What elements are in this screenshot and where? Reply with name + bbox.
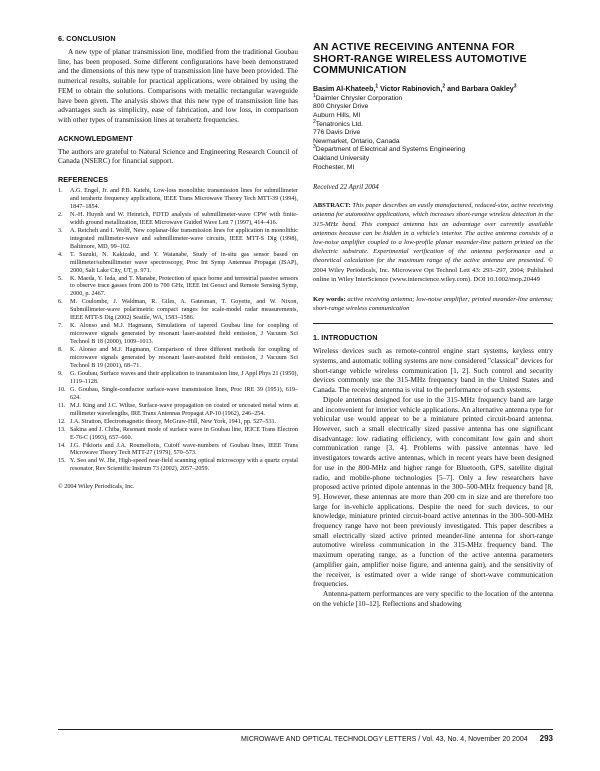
keywords-label: Key words: bbox=[313, 295, 346, 303]
reference-item bbox=[58, 443, 298, 459]
reference-item bbox=[58, 403, 298, 419]
intro-paragraph: Dipole antennas designed for use in the 315-MHz frequency band are large and inconvenient for interior vehicle applications. An alternative antenna type for vehicular use would appear to be a miniature printed circuit-board antenna. However, such a small electrically sized passive antenna has one significant disadvantage: low radiating efficiency, with concomitant low gain and short communication range [3, 4]. Problems with passive antennas have led investigators towards active antennas, which in recent years have been designed for use in the 800-MHz and higher range for Bluetooth, GPS, satellite digital radio, and mobile-phone technologies [5–7]. Only a few researchers have proposed active printed dipole antennas in the 300–500-MHz frequency band [8, 9]. However, these antennas are more than 200 cm in size and are therefore too large for in-vehicle applications. Despite the need for such devices, to our knowledge, miniature printed circuit-board active antennas in the 300–500-MHz frequency range have not been previously investigated. This paper describes a small electrically sized active printed meander-line antenna for short-range automotive wireless communication in the 315-MHz frequency band. The maximum operating range, as a function of the active antenna parameters (amplifier gain, amplifier noise figure, and antenna gain), and the sensitivity of the receiver, is estimated over a wide range of short-wave communication frequencies. bbox=[313, 394, 553, 589]
affiliation-text: 776 Davis Drive bbox=[313, 129, 361, 137]
affiliation-text: Daimler Chrysler Corporation bbox=[315, 94, 403, 102]
reference-number: 12. bbox=[58, 418, 66, 425]
author-sup: 2 bbox=[442, 83, 446, 90]
abstract-citation: © 2004 Wiley Periodicals, Inc. Microwave Opt Technol Lett 43: 293–297, 2004; Published online in Wiley InterScience (www.interscience.wiley.com). DOI 10.1002/mop.20449 bbox=[313, 257, 553, 283]
reference-number: 1. bbox=[58, 188, 63, 195]
reference-text: K. Alonso and M.J. Hagmann, Simulations of tapered Goubau line for coupling of microwave signals generated by resonant laser-assisted field emission, J Vacuum Sci Technol B 18 (2000), 1009–1013. bbox=[70, 323, 298, 346]
reference-text: A. Reichelt and I. Wolff, New coplanar-like transmission lines for application in monolithic integrated millimeter-wave and submillimeter-wave circuits, IEEE MTT-S Dig (1998), Baltimore, MD, 99–102. bbox=[70, 227, 298, 250]
author-line bbox=[313, 85, 553, 93]
affiliation-text: Oakland University bbox=[313, 154, 370, 162]
affiliation-text: Auburn Hills, MI bbox=[313, 111, 361, 119]
reference-item bbox=[58, 212, 298, 228]
affiliation-line bbox=[313, 118, 553, 130]
affiliation-sup: 2 bbox=[313, 118, 316, 125]
affiliation-line bbox=[313, 164, 553, 173]
affiliation-line bbox=[313, 92, 553, 104]
reference-number: 8. bbox=[58, 347, 63, 354]
reference-item bbox=[58, 347, 298, 371]
reference-text: J.A. Stratton, Electromagnetic theory, McGraw-Hill, New York, 1941, pp. 527–531. bbox=[70, 418, 277, 425]
abstract bbox=[313, 201, 553, 284]
affiliation-text: Department of Electrical and Systems Engineering bbox=[315, 146, 466, 154]
references-heading: REFERENCES bbox=[58, 175, 109, 185]
reference-text: K. Maeda, Y. Ieda, and T. Manabe, Protection of space borne and terrestrial passive sensors to observe trace gasses from 200 to 700 GHz, IEEE Int Geosci and Remote Sensing Symp, 2000, p. 2467. bbox=[70, 275, 298, 298]
article-title: AN ACTIVE RECEIVING ANTENNA FOR SHORT-RANGE WIRELESS AUTOMOTIVE COMMUNICATION bbox=[313, 41, 527, 77]
author-sup: 3 bbox=[513, 83, 517, 90]
affiliation-line bbox=[313, 103, 553, 112]
reference-number: 13. bbox=[58, 426, 66, 433]
page-number: 293 bbox=[539, 734, 553, 743]
reference-item bbox=[58, 276, 298, 300]
introduction-body bbox=[313, 346, 553, 608]
page-footer bbox=[58, 729, 553, 743]
reference-number: 10. bbox=[58, 386, 66, 393]
reference-number: 7. bbox=[58, 323, 63, 330]
affiliation-text: Newmarket, Ontario, Canada bbox=[313, 137, 400, 145]
author-name: Basim Al-Khateeb, bbox=[313, 84, 376, 93]
affiliations bbox=[313, 92, 553, 172]
introduction-heading: 1. INTRODUCTION bbox=[313, 333, 378, 343]
reference-number: 11. bbox=[58, 402, 66, 409]
reference-number: 6. bbox=[58, 299, 63, 306]
affiliation-line bbox=[313, 155, 553, 164]
reference-text: G. Goubau, Single-conductor surface-wave transmission lines, Proc IRE 39 (1951), 619–624. bbox=[70, 386, 298, 401]
reference-item bbox=[58, 228, 298, 252]
reference-text: N.-H. Huynh and W. Heinrich, FDTD analysis of submillimeter-wave CPW with finite-width ground metallization, IEEE Microwave Guided Wave Lett 7 (1997), 414–416. bbox=[70, 211, 298, 226]
reference-text: T. Suzuki, N. Kakizaki, and Y. Watanabe, Study of in-situ gas sensor based on millimeter/submillimeter wave spectroscopy, Proc Int Symp Antennas Propagat (ISAP), 2000, Salt Lake City, UT, p. 971. bbox=[70, 251, 298, 274]
reference-number: 4. bbox=[58, 251, 63, 258]
reference-number: 15. bbox=[58, 458, 66, 465]
reference-item bbox=[58, 371, 298, 387]
reference-number: 5. bbox=[58, 275, 63, 282]
reference-text: Y. Seo and W. Jhe, High-speed near-field scanning optical microscopy with a quartz crystal resonator, Rev Scientific Instrum 73 (2002), 2057–2059. bbox=[70, 458, 298, 473]
author-name: Victor Rabinovich, bbox=[378, 84, 443, 93]
intro-paragraph: Wireless devices such as remote-control engine start systems, keyless entry systems, and automatic tolling systems are now considered "classical" devices for short-range vehicle wireless communication [1, 2]. Such control and security devices commonly use the 315-MHz frequency band in the United States and Canada. The receiving antenna is vital to the performance of such systems. bbox=[313, 346, 553, 395]
reference-item bbox=[58, 299, 298, 323]
abstract-label: ABSTRACT: bbox=[313, 202, 351, 210]
reference-text: M.J. King and J.C. Wiltse, Surface-wave propagation on coated or uncoated metal wires at millimeter wavelengths, IRE Trans Antennas Propagat AP-10 (1962), 246–254. bbox=[70, 402, 298, 417]
reference-number: 3. bbox=[58, 227, 63, 234]
acknowledgment-section bbox=[58, 134, 298, 166]
affiliation-text: Rochester, MI bbox=[313, 163, 355, 171]
reference-list bbox=[58, 188, 298, 474]
references-section bbox=[58, 175, 298, 490]
reference-text: J.G. Fikioris and J.A. Roumeliotis, Cutoff wave-numbers of Goubau lines, IEEE Trans Microwave Theory Tech MTT-27 (1979), 570–573. bbox=[70, 442, 298, 457]
reference-text: M. Coulombe, J. Waldman, R. Giles, A. Gatesman, T. Goyette, and W. Nixon, Submillimeter-wave polarimetric compact ranges for scale-model radar measurements, IEEE MTT-S Dig (2002) Seattle, WA, 1583–1586. bbox=[70, 299, 298, 322]
reference-item bbox=[58, 323, 298, 347]
reference-item bbox=[58, 188, 298, 212]
section-divider bbox=[313, 323, 553, 324]
intro-paragraph: Antenna-pattern performances are very specific to the location of the antenna on the vehicle [10–12]. Reflections and shadowing bbox=[313, 588, 553, 608]
affiliation-sup: 1 bbox=[313, 92, 316, 99]
keywords bbox=[313, 295, 553, 313]
acknowledgment-text: The authors are grateful to Natural Science and Engineering Research Council of Canada (NSERC) for financial support. bbox=[58, 146, 298, 166]
affiliation-line bbox=[313, 129, 553, 138]
left-column bbox=[58, 34, 298, 490]
reference-text: K. Alonso and M.J. Hagmann, Comparison of three different methods for coupling of microwave signals generated by resonant laser-assisted field emission, J Vacuum Sci Technol B 19 (2001), 68–71. bbox=[70, 347, 298, 369]
reference-item bbox=[58, 387, 298, 403]
affiliation-line bbox=[313, 146, 553, 155]
reference-text: A.G. Engel, Jr. and P.B. Katehi, Low-loss monolithic transmission lines for submillimeter and terahertz frequency applications, IEEE Trans Microwave Theory Tech MTT-39 (1994), 1847–1854. bbox=[70, 188, 298, 210]
reference-item bbox=[58, 427, 298, 443]
affiliation-line bbox=[313, 112, 553, 121]
reference-number: 9. bbox=[58, 370, 63, 377]
acknowledgment-heading: ACKNOWLEDGMENT bbox=[58, 133, 133, 143]
conclusion-heading: 6. CONCLUSION bbox=[58, 34, 116, 43]
right-column bbox=[313, 34, 553, 608]
reference-item bbox=[58, 252, 298, 276]
journal-name: MICROWAVE AND OPTICAL TECHNOLOGY LETTERS / Vol. 43, No. 4, November 20 2004 bbox=[241, 736, 528, 743]
reference-number: 2. bbox=[58, 211, 63, 218]
conclusion-text: A new type of planar transmission line, modified from the traditional Goubau line, has been proposed. Some different configurations have been demonstrated and the dimensions of this new type of transmission line have been provided. The numerical results, suitable for practical applications, were obtained by using the FEM to obtain the solutions. Comparisons with metallic rectangular waveguide have been given. The analysis shows that this new type of transmission line has advantages such as simplicity, ease of fabrication, and low loss, in comparison with other types of transmission lines at terahertz frequencies. bbox=[58, 47, 298, 124]
conclusion-section bbox=[58, 34, 298, 125]
affiliation-text: 800 Chrysler Drive bbox=[313, 103, 369, 111]
copyright-notice: © 2004 Wiley Periodicals, Inc. bbox=[58, 483, 135, 491]
reference-text: G. Goubau, Surface waves and their application to transmission line, J Appl Phys 21 (1950), 1119–1128. bbox=[70, 370, 298, 385]
reference-text: Sakina and J. Chiba, Resonant mode of surface wave in Goubau line, IEICE Trans Electron E-76-C (1993), 657–660. bbox=[70, 426, 298, 441]
affiliation-sup: 3 bbox=[313, 144, 316, 151]
author-sup: 1 bbox=[375, 83, 379, 90]
abstract-text: This paper describes an easily manufactured, reduced-size, active receiving antenna for automotive applications, which increases short-range wireless detection in the 315-MHz band. This compact antenna has an advantage over currently available antennas because can be hidden in a vehicle's interior. The active antenna consists of a low-noise amplifier coupled to a low-profile planar meander-line pattern printed on the dielectric substrate. Experimental verification of the antenna performance and a theoretical calculation for the maximum range of the active antenna are presented. bbox=[313, 202, 553, 265]
received-date: Received 22 April 2004 bbox=[313, 183, 379, 192]
reference-item bbox=[58, 419, 298, 427]
reference-number: 14. bbox=[58, 442, 66, 449]
reference-item bbox=[58, 458, 298, 474]
affiliation-text: Tenatronics Ltd. bbox=[315, 120, 363, 128]
author-name: and Barbara Oakley bbox=[445, 84, 514, 93]
keywords-text: active receiving antenna; low-noise amplifier; printed meander-line antenna; short-range wireless communication bbox=[313, 295, 553, 313]
